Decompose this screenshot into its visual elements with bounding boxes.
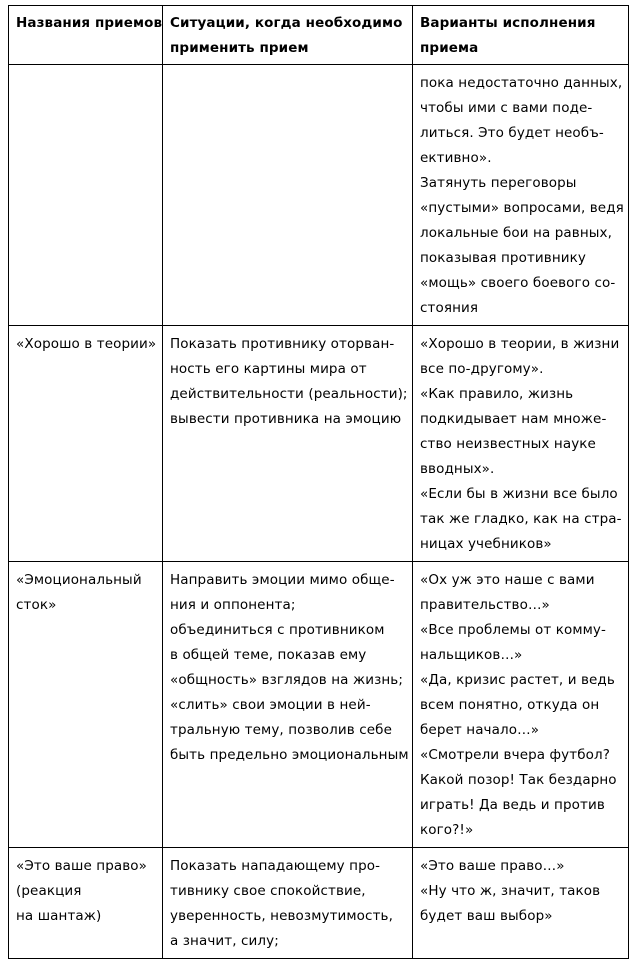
text-line: «Если бы в жизни все было — [420, 486, 618, 502]
text-line: всем понятно, откуда он — [420, 697, 600, 713]
text-line: локальные бои на равных, — [420, 225, 612, 241]
column-header-how — [413, 6, 629, 65]
text-line: пока недостаточно данных, — [420, 75, 623, 91]
text-paragraph — [420, 382, 621, 482]
text-line: ницах учебников» — [420, 536, 552, 552]
text-paragraph — [420, 332, 621, 382]
table-header-row — [9, 6, 629, 65]
text-line: правительство…» — [420, 597, 550, 613]
negotiation-techniques-table — [8, 5, 629, 959]
text-line: «Ох уж это наше с вами — [420, 572, 595, 588]
cell-execution-variants — [413, 65, 629, 326]
text-line: ния и оппонента; — [170, 597, 296, 613]
text-line: Названия приемов — [16, 15, 163, 31]
text-line: Варианты исполнения — [420, 15, 596, 31]
text-paragraph — [420, 668, 621, 743]
text-line: «мощь» своего боевого со- — [420, 275, 616, 291]
text-paragraph — [420, 879, 621, 929]
text-line: будет ваш выбор» — [420, 908, 553, 924]
text-paragraph — [420, 743, 621, 843]
text-line: «Ну что ж, значит, таков — [420, 883, 601, 899]
text-line: Какой позор! Так бездарно — [420, 772, 617, 788]
text-line: быть предельно эмоциональным — [170, 747, 409, 763]
table-row — [9, 562, 629, 848]
text-line: уверенность, невозмутимость, — [170, 908, 393, 924]
text-line: все по-другому». — [420, 361, 544, 377]
text-line: Ситуации, когда необходимо — [170, 15, 403, 31]
text-line: тивнику свое спокойствие, — [170, 883, 366, 899]
text-line: «Да, кризис растет, и ведь — [420, 672, 615, 688]
text-line: чтобы ими с вами поде- — [420, 100, 593, 116]
text-line: на шантаж) — [16, 908, 102, 924]
table-row — [9, 65, 629, 326]
column-header-when — [163, 6, 413, 65]
cell-when-to-apply — [163, 562, 413, 848]
text-line: «Смотрели вчера футбол? — [420, 747, 611, 763]
text-line: «Хорошо в теории, в жизни — [420, 336, 620, 352]
text-line: ективно». — [420, 150, 492, 166]
text-line: Затянуть переговоры — [420, 175, 577, 191]
text-paragraph — [420, 71, 621, 171]
cell-technique-name — [9, 848, 163, 959]
table-row — [9, 326, 629, 562]
text-line: (реакция — [16, 883, 82, 899]
text-line: ство неизвестных науке — [420, 436, 596, 452]
cell-when-to-apply — [163, 326, 413, 562]
cell-when-to-apply — [163, 848, 413, 959]
text-line: «Это ваше право…» — [420, 858, 565, 874]
text-line: нальщиков…» — [420, 647, 523, 663]
text-line: действительности (реальности); — [170, 386, 408, 402]
text-paragraph — [420, 618, 621, 668]
cell-technique-name — [9, 65, 163, 326]
text-line: кого?!» — [420, 822, 474, 838]
text-line: «слить» свои эмоции в ней- — [170, 697, 371, 713]
column-header-name — [9, 6, 163, 65]
text-line: «Все проблемы от комму- — [420, 622, 606, 638]
text-line: литься. Это будет необъ- — [420, 125, 604, 141]
text-line: «общность» взглядов на жизнь; — [170, 672, 403, 688]
table-body — [9, 65, 629, 959]
text-line: вывести противника на эмоцию — [170, 411, 402, 427]
text-line: в общей теме, показав ему — [170, 647, 367, 663]
cell-technique-name — [9, 326, 163, 562]
text-line: Показать нападающему про- — [170, 858, 381, 874]
text-paragraph — [420, 171, 624, 321]
text-line: «Как правило, жизнь — [420, 386, 574, 402]
table-row — [9, 848, 629, 959]
cell-execution-variants — [413, 326, 629, 562]
cell-technique-name — [9, 562, 163, 848]
text-line: стояния — [420, 300, 479, 316]
text-line: сток» — [16, 597, 57, 613]
table-header — [9, 6, 629, 65]
text-line: приема — [420, 40, 479, 56]
text-line: вводных». — [420, 461, 495, 477]
text-line: тральную тему, позволив себе — [170, 722, 392, 738]
cell-execution-variants — [413, 562, 629, 848]
text-line: берет начало…» — [420, 722, 540, 738]
text-line: показывая противнику — [420, 250, 586, 266]
text-line: объединиться с противником — [170, 622, 385, 638]
text-line: ность его картины мира от — [170, 361, 367, 377]
cell-execution-variants — [413, 848, 629, 959]
text-line: «Хорошо в теории» — [16, 336, 157, 352]
text-paragraph — [420, 568, 621, 618]
text-paragraph — [420, 854, 621, 879]
text-line: играть! Да ведь и против — [420, 797, 605, 813]
text-line: а значит, силу; — [170, 933, 279, 949]
text-line: применить прием — [170, 40, 309, 56]
text-line: подкидывает нам множе- — [420, 411, 607, 427]
text-line: «Эмоциональный — [16, 572, 142, 588]
cell-when-to-apply — [163, 65, 413, 326]
text-paragraph — [420, 482, 621, 557]
text-line: «Это ваше право» — [16, 858, 148, 874]
text-line: Направить эмоции мимо обще- — [170, 572, 395, 588]
text-line: так же гладко, как на стра- — [420, 511, 622, 527]
text-line: Показать противнику оторван- — [170, 336, 395, 352]
text-line: «пустыми» вопросами, ведя — [420, 200, 624, 216]
